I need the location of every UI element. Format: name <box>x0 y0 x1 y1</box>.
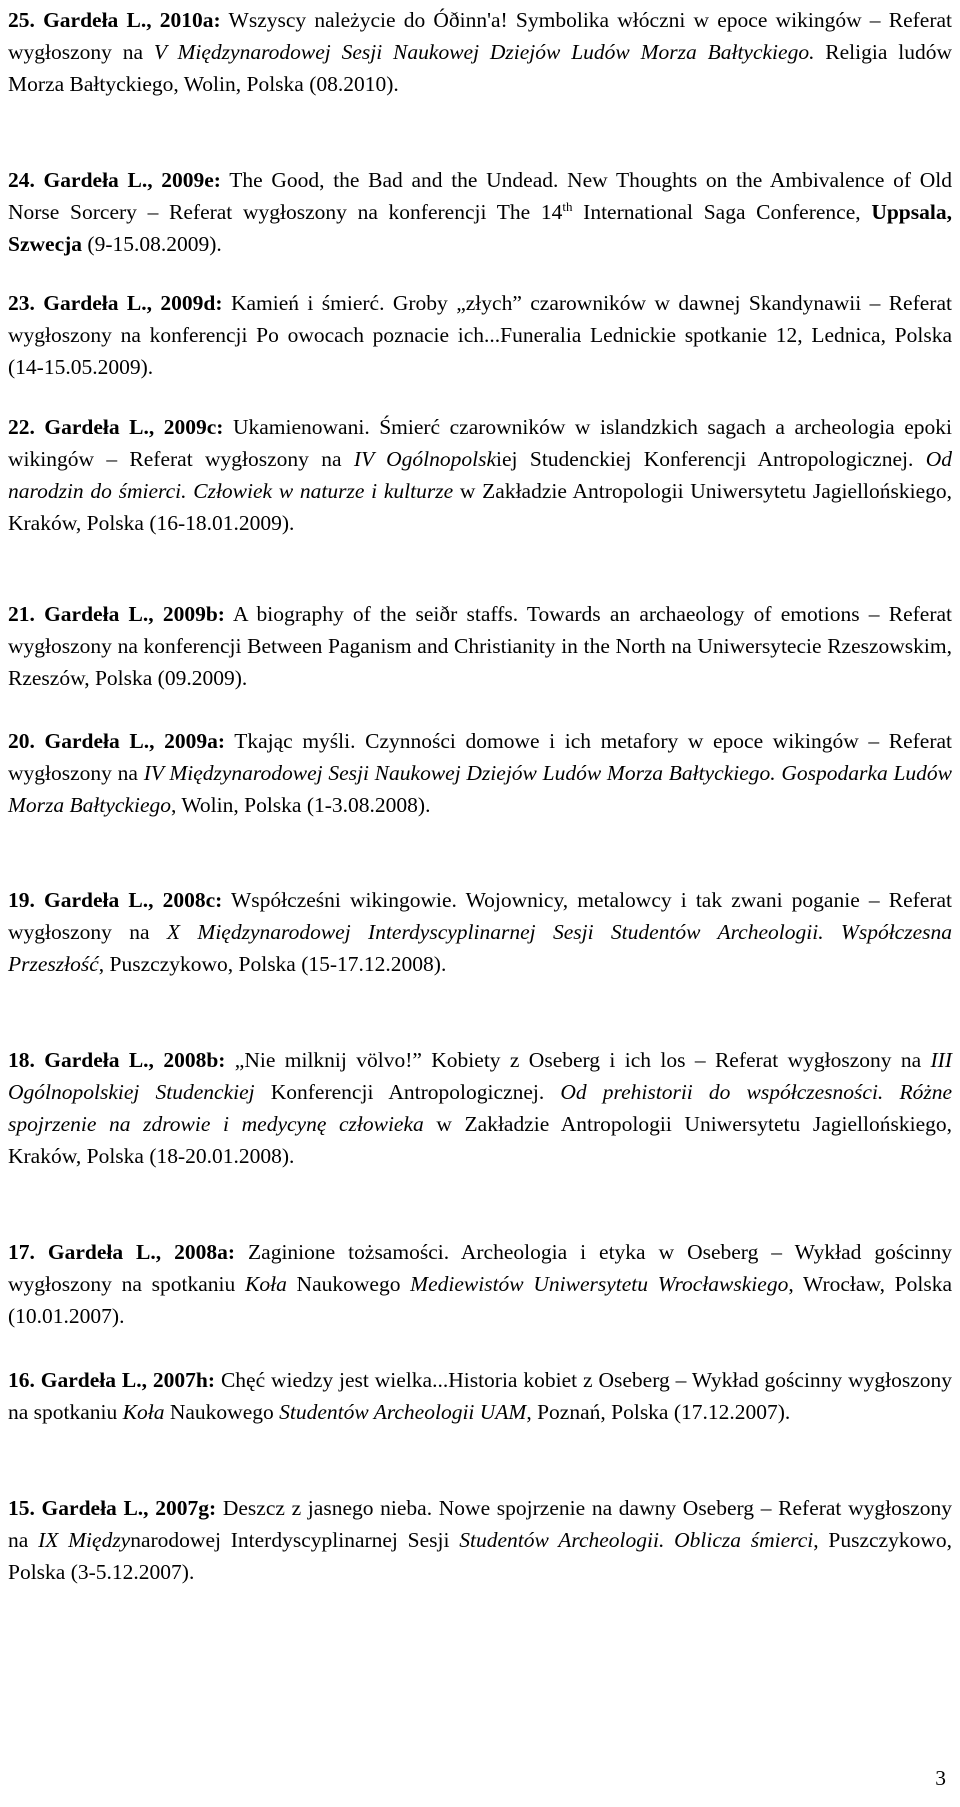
entry-text-segment: , Puszczykowo, Polska (15-17.12.2008). <box>98 952 447 976</box>
page-number: 3 <box>935 1766 946 1790</box>
entry-text-segment: 19. Gardeła L., <box>8 888 154 912</box>
entry-text-segment: th <box>562 198 573 214</box>
bibliography-entry-21 <box>8 598 952 694</box>
entry-text-segment: Mediewistów Uniwersytetu Wrocławskiego <box>410 1272 789 1296</box>
entry-text-segment <box>154 1048 163 1072</box>
entry-text-segment: Naukowego <box>164 1400 280 1424</box>
entry-text-segment <box>154 602 163 626</box>
entry-text-segment: 2008b: <box>163 1048 226 1072</box>
entry-text-segment: Konferencji Antropologicznej. <box>254 1080 561 1104</box>
entry-text-segment: Kamień i śmierć. Groby „złych” czarowników w dawnej Skandynawii – Referat wygłoszony na konferencji Po owocach poznacie ich...Funeralia Lednickie spotkanie 12, Lednica, Polska (14-15.05.2009). <box>8 291 952 379</box>
entry-text-segment: Ukamienowani. Śmierć czarowników w islandzkich sagach a archeologia epoki wikingów – Referat wygłoszony na <box>8 415 952 471</box>
bibliography-entry-23 <box>8 287 952 383</box>
bibliography-entry-25 <box>8 4 952 100</box>
bibliography-entry-17 <box>8 1236 952 1332</box>
entry-text-segment: 2007h: <box>152 1368 216 1392</box>
entry-text-segment <box>154 729 164 753</box>
entry-text-segment: 2008c: <box>162 888 223 912</box>
entry-text-segment: Współcześni wikingowie. Wojownicy, metalowcy i tak zwani poganie – Referat wygłoszony na <box>8 888 952 944</box>
entry-text-segment: 18. Gardeła L., <box>8 1048 154 1072</box>
entry-text-segment: 24. Gardeła L., <box>8 168 153 192</box>
entry-text-segment: IV Ogólnopolsk <box>353 447 497 471</box>
entry-text-segment <box>153 888 162 912</box>
entry-text-segment: 23. Gardeła L., <box>8 291 153 315</box>
entry-text-segment: IV Międzynarodowej Sesji Naukowej Dziejów Ludów Morza Bałtyckiego. Gospodarka Ludów Morza Bałtyckiego <box>8 761 952 817</box>
entry-text-segment: 21. Gardeła L., <box>8 602 154 626</box>
entry-text-segment: Koła <box>122 1400 165 1424</box>
entry-text-segment: Uppsala, Szwecja <box>8 200 952 256</box>
entry-text-segment: Od narodzin do śmierci. Człowiek w naturze i kulturze <box>8 447 952 503</box>
bibliography-entry-15 <box>8 1492 952 1588</box>
entry-text-segment: , Wrocław, Polska (10.01.2007). <box>8 1272 953 1328</box>
entry-text-segment: Tkając myśli. Czynności domowe i ich metafory w epoce wikingów – Referat wygłoszony na <box>8 729 952 785</box>
entry-text-segment: The Good, the Bad and the Undead. New Thoughts on the Ambivalence of Old Norse Sorcery – Referat wygłoszony na konferencji The 14 <box>8 168 952 224</box>
entry-text-segment: 22. Gardeła L., <box>8 415 155 439</box>
entry-text-segment: 2009a: <box>164 729 225 753</box>
entry-text-segment: IX Między <box>38 1528 131 1552</box>
entry-text-segment: III Ogólnopolskiej Studenckiej <box>8 1048 952 1104</box>
bibliography-entry-20 <box>8 725 952 821</box>
entry-text-segment: , Puszczykowo, Polska (3-5.12.2007). <box>8 1528 952 1584</box>
entry-text-segment: (9-15.08.2009). <box>82 232 222 256</box>
entry-text-segment <box>161 1240 174 1264</box>
entry-text-segment: A biography of the seiðr staffs. Towards an archaeology of emotions – Referat wygłoszony na konferencji Between Paganism and Christianity in the North na Uniwersytecie Rzeszowskim, Rzeszów, Polska (09.2009). <box>8 602 952 690</box>
bibliography-entry-19 <box>8 884 952 980</box>
entry-text-segment: „Nie milknij völvo!” Kobiety z Oseberg i ich los – Referat wygłoszony na <box>225 1048 931 1072</box>
entry-text-segment: w Zakładzie Antropologii Uniwersytetu Jagiellońskiego, Kraków, Polska (18-20.01.2008). <box>8 1112 952 1168</box>
entry-text-segment: 2008a: <box>174 1240 236 1264</box>
bibliography-entry-18 <box>8 1044 952 1172</box>
entry-text-segment: 15. Gardeła L., <box>8 1496 149 1520</box>
entry-text-segment: 25. Gardeła L., 2010a: <box>8 8 221 32</box>
entry-text-segment: Zaginione tożsamości. Archeologia i etyka w Oseberg – Wykład gościnny wygłoszony na spotkaniu <box>8 1240 953 1296</box>
entry-text-segment: Deszcz z jasnego nieba. Nowe spojrzenie na dawny Oseberg – Referat wygłoszony na <box>8 1496 952 1552</box>
entry-text-segment: Koła <box>245 1272 287 1296</box>
entry-text-segment: Od prehistorii do współczesności. Różne spojrzenie na zdrowie i medycynę człowieka <box>8 1080 952 1136</box>
entry-text-segment: V Międzynarodowej Sesji Naukowej Dziejów Ludów Morza Bałtyckiego. <box>153 40 815 64</box>
bibliography-entry-24 <box>8 164 952 260</box>
entry-text-segment: 2009b: <box>162 602 225 626</box>
entry-text-segment: narodowej Interdyscyplinarnej Sesji <box>130 1528 460 1552</box>
entry-text-segment: X Międzynarodowej Interdyscyplinarnej Sesji Studentów Archeologii. Współczesna Przeszłość <box>8 920 952 976</box>
entry-text-segment: 17. Gardeła L., <box>8 1240 162 1264</box>
bibliography-entry-16 <box>8 1364 952 1428</box>
entry-text-segment: , Wolin, Polska (1-3.08.2008). <box>171 793 431 817</box>
entry-text-segment: 20. Gardeła L., <box>8 729 155 753</box>
entry-text-segment: 2009e: <box>161 168 221 192</box>
entry-text-segment: , Poznań, Polska (17.12.2007). <box>526 1400 791 1424</box>
entry-text-segment: Naukowego <box>286 1272 411 1296</box>
entry-text-segment: 2009c: <box>163 415 224 439</box>
entry-text-segment: Studentów Archeologii. Oblicza śmierci <box>459 1528 814 1552</box>
entry-text-segment: Religia ludów Morza Bałtyckiego, Wolin, Polska (08.2010). <box>8 40 952 96</box>
entry-text-segment: Wszyscy należycie do Óðinn'a! Symbolika włóczni w epoce wikingów – Referat wygłoszony na <box>8 8 952 64</box>
entry-text-segment <box>154 415 164 439</box>
entry-text-segment <box>153 168 162 192</box>
entry-text-segment: Studentów Archeologii UAM <box>279 1400 527 1424</box>
entry-text-segment: International Saga Conference, <box>572 200 872 224</box>
entry-text-segment: Chęć wiedzy jest wielka...Historia kobiet z Oseberg – Wykład gościnny wygłoszony na spotkaniu <box>8 1368 952 1424</box>
entry-text-segment: w Zakładzie Antropologii Uniwersytetu Jagiellońskiego, Kraków, Polska (16-18.01.2009). <box>8 479 952 535</box>
entry-text-segment: 2009d: <box>160 291 223 315</box>
entry-text-segment: 16. Gardeła L., <box>8 1368 148 1392</box>
entry-text-segment: iej Studenckiej Konferencji Antropologicznej. <box>496 447 926 471</box>
entry-text-segment: 2007g: <box>155 1496 217 1520</box>
bibliography-entry-22 <box>8 411 952 539</box>
